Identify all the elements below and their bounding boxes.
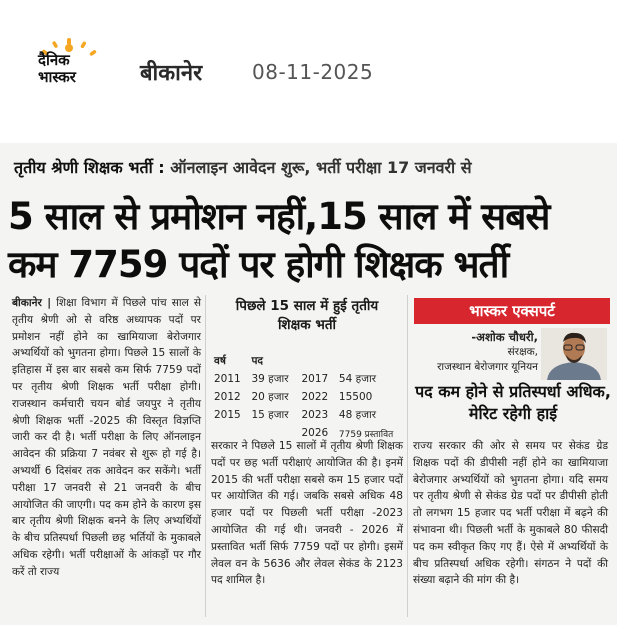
expert-photo [541,328,607,380]
logo-text: दैनिक भास्कर [38,51,76,86]
expert-role: संरक्षक, [507,346,538,358]
table-header-row [212,352,408,370]
table-row [212,388,408,406]
table-cell: 15 हजार [251,409,289,421]
column-1-text: शिक्षा विभाग में पिछले पांच साल से तृतीय श्रेणी ओ से वरिष्ठ अध्यापक पदों पर प्रमोशन नहीं होने का खामियाजा बेरोजगार अभ्यर्थियों को भुगतना होगा। पिछले 15 सालों के इतिहास में इस बार सबसे कम सिर्फ 7759 पदों पर तृतीय श्रेणी शिक्षक भर्ती परीक्षा होगी। राजस्थान कर्मचारी चयन बोर्ड जयपुर ने तृतीय श्रेणी शिक्षक भर्ती -2025 की विस्तृत विज्ञप्ति जारी कर दी है। भर्ती परीक्षा के लिए ऑनलाइन आवेदन की प्रक्रिया 7 नवंबर से शुरू हो गई है। अभ्यर्थी 6 दिसंबर तक आवेदन कर सकेंगे। भर्ती परीक्षा 17 जनवरी से 21 जनवरी के बीच आयोजित की जाएगी। पद कम होने के कारण इस बार तृतीय श्रेणी शिक्षक बनने के लिए अभ्यर्थियों के बीच प्रतिस्पर्धा पिछली छह भर्तियों के मुकाबले अधिक रहेगी। भर्ती परीक्षाओं के आंकड़ों पर गौर करें तो राज्य [12,297,201,578]
table-header-posts: पद [251,355,263,367]
table-cell: 7759 प्रस्तावित [338,429,394,440]
table-cell: 2012 [214,391,241,403]
article-column-1 [12,295,201,581]
kicker-detail: ऑनलाइन आवेदन शुरू, भर्ती परीक्षा 17 जनवरी से [170,158,472,177]
table-cell: 2022 [301,391,329,403]
recruitment-table [212,352,408,442]
table-cell: 2015 [214,409,241,421]
expert-headline: पद कम होने से प्रतिस्पर्धा अधिक, मेरिट रहेगी हाई [415,382,611,423]
table-row [212,406,408,424]
table-cell: 2023 [301,409,329,421]
edition-date: 08-11-2025 [252,60,374,84]
expert-credit [416,330,538,375]
expert-name: -अशोक चौधरी, [471,330,538,344]
dateline: बीकानेर | [12,297,52,309]
expert-badge: भास्कर एक्सपर्ट [414,298,610,324]
article-column-2: सरकार ने पिछले 15 सालों में तृतीय श्रेणी शिक्षक पदों पर छह भर्ती परीक्षाएं आयोजित की है। इनमें 2015 की भर्ती परीक्षा सबसे कम 15 हजार पदों पर आयोजित की गई। जबकि सबसे अधिक 48 हजार पदों पर पिछली भर्ती परीक्षा -2023 आयोजित की गई थी। जनवरी - 2026 में प्रस्तावित भर्ती सिर्फ 7759 पदों पर होगी। इसमें लेवल वन के 5636 और लेवल सेकंड के 2123 पद शामिल है। [211,440,403,587]
expert-org: राजस्थान बेरोजगार यूनियन [437,361,538,373]
table-title: पिछले 15 साल में हुई तृतीय शिक्षक भर्ती [235,298,379,333]
table-cell: 15500 [338,391,373,403]
headline-line-2: कम 7759 पदों पर होगी शिक्षक भर्ती [8,243,509,286]
article-column-3: राज्य सरकार की ओर से समय पर सेकंड ग्रेड शिक्षक पदों की डीपीसी नहीं होने का खामियाजा बेरोजगार अभ्यर्थियों को भुगतना होगा। यदि समय पर तृतीय श्रेणी से सेकंड ग्रेड पदों पर डीपीसी होती तो लगभग 15 हजार पद भर्ती परीक्षा में बढ़ने की संभावना थी। पिछली भर्ती के मुकाबले 80 फीसदी पद कम स्वीकृत किए गए हैं। ऐसे में अभ्यर्थियों के बीच प्रतिस्पर्धा अधिक रहेगी। संगठन ने पदों की संख्या बढ़ाने की मांग की है। [413,440,608,587]
table-row [212,370,408,388]
city-name: बीकानेर [140,61,203,86]
table-cell: 2017 [301,373,329,385]
article-kicker [14,156,614,178]
kicker-topic: तृतीय श्रेणी शिक्षक भर्ती : [14,158,165,177]
column-divider [407,295,408,617]
column-divider [205,295,206,617]
table-cell: 54 हजार [338,373,377,385]
table-cell: 20 हजार [251,391,289,403]
table-cell: 2011 [214,373,241,385]
table-cell: 39 हजार [251,373,289,385]
table-cell: 48 हजार [338,409,377,421]
table-header-year: वर्ष [214,355,226,367]
headline-line-1: 5 साल से प्रमोशन नहीं,15 साल में सबसे [8,195,550,238]
table-cell: 2026 [301,427,329,439]
